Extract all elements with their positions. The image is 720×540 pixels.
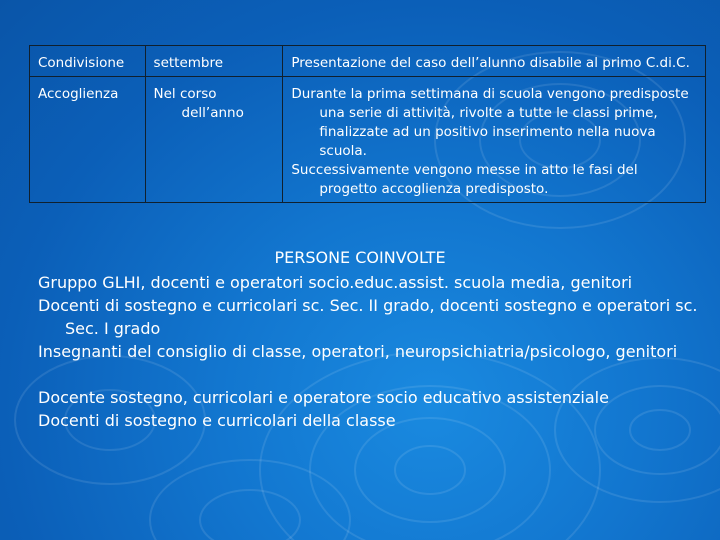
- people-line: Docente sostegno, curricolari e operatore socio educativo assistenziale: [38, 388, 609, 407]
- people-line: Insegnanti del consiglio di classe, operatori, neuropsichiatria/psicologo, genitori: [38, 342, 678, 361]
- table-cell-phase: Accoglienza: [30, 77, 146, 203]
- people-line: Gruppo GLHI, docenti e operatori socio.educ.assist. scuola media, genitori: [38, 273, 633, 292]
- time-text: Nel corso dell’anno: [153, 86, 244, 121]
- description-paragraph: Successivamente vengono messe in atto le fasi del progetto accoglienza predisposto.: [291, 162, 638, 197]
- time-text: settembre: [153, 55, 224, 71]
- activity-table: [29, 45, 706, 203]
- people-line: Docenti di sostegno e curricolari sc. Sec. II grado, docenti sostegno e operatori sc. Sec. I grado: [38, 296, 698, 338]
- people-line: Docenti di sostegno e curricolari della classe: [38, 411, 396, 430]
- people-involved-list: [38, 271, 710, 432]
- table-row: [30, 77, 706, 203]
- table-cell-time: [145, 77, 283, 203]
- section-heading: PERSONE COINVOLTE: [274, 248, 446, 267]
- description-paragraph: Durante la prima settimana di scuola vengono predisposte una serie di attività, rivolte a tutte le classi prime, finalizzate ad un positivo inserimento nella nuova scuola.: [291, 86, 689, 159]
- table-cell-phase: Condivisione: [30, 46, 146, 77]
- table-cell-time: [145, 46, 283, 77]
- table-row: [30, 46, 706, 77]
- table-cell-description: [283, 77, 706, 203]
- table-cell-description: [283, 46, 706, 77]
- description-paragraph: Presentazione del caso dell’alunno disabile al primo C.di.C.: [291, 55, 690, 71]
